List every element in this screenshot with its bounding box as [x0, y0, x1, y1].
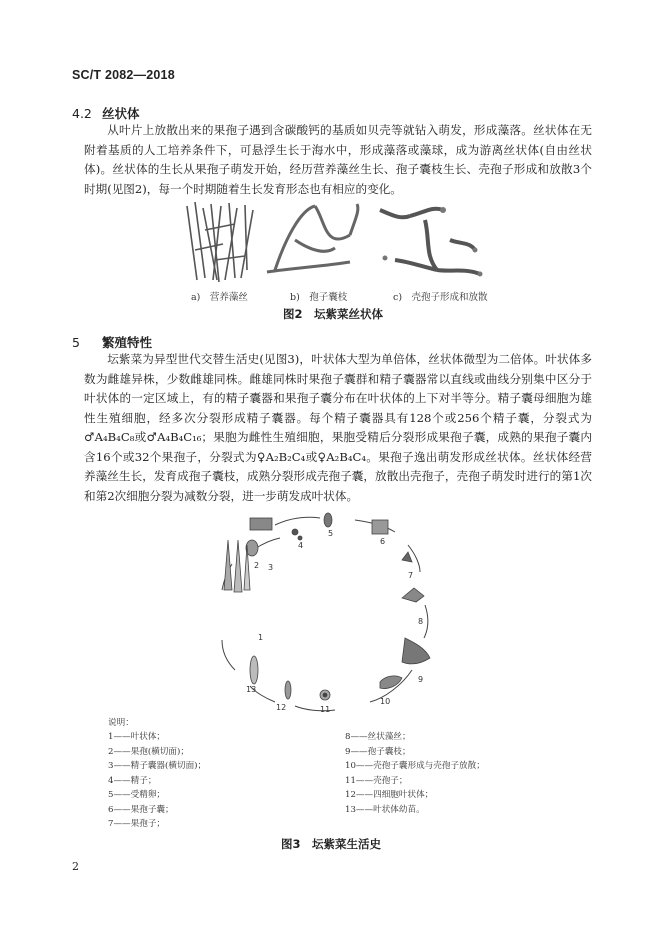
legend-item: 12——四细胞叶状体； [345, 790, 434, 800]
legend-item: 6——果孢子囊； [108, 804, 174, 815]
figure-2b-subcaption: b) 孢子囊枝 [290, 292, 348, 303]
legend-item: 2——果孢(横切面)； [108, 746, 189, 757]
figure-2c-conchospores [380, 209, 480, 274]
standard-code-header: SC/T 2082—2018 [72, 68, 175, 82]
stage-label: 11 [320, 705, 331, 714]
legend-item: 8——丝状藻丝； [345, 732, 411, 742]
figure-2b-sporangial-branches [267, 204, 358, 272]
legend-item: 1——叶状体； [108, 732, 166, 742]
figure-2a-subcaption: a) 营养藻丝 [191, 292, 248, 303]
section-title: 丝状体 [102, 106, 140, 121]
stage-label: 13 [246, 685, 257, 694]
stage-label: 4 [298, 541, 304, 550]
section-number: 4.2 [72, 106, 92, 121]
section-5-heading [72, 333, 152, 351]
legend-item: 11——壳孢子； [345, 775, 408, 786]
stage-label: 6 [380, 537, 386, 546]
legend-item: 4——精子； [108, 775, 157, 786]
figure-3-caption: 图3 坛紫菜生活史 [281, 837, 382, 851]
stage-label: 9 [418, 675, 424, 684]
section-title: 繁殖特性 [102, 335, 153, 350]
figure-3-legend-left [108, 730, 206, 832]
legend-item: 9——孢子囊枝； [345, 746, 411, 757]
legend-item: 3——精子囊器(横切面)； [108, 761, 207, 771]
figure-2a-vegetative-filaments [187, 202, 253, 282]
section-4-2-heading [72, 104, 140, 122]
section-5-paragraph: 坛紫菜为异型世代交替生活史(见图3)，叶状体大型为单倍体，丝状体微型为二倍体。叶状体多数为雌雄异株，少数雌雄同株。雌雄同株时果孢子囊群和精子囊器常以直线或曲线分别集中区分于叶状体的一定区域上，有的精子囊器和果孢子囊分布在叶状体的上下对半等分。精子囊母细胞为雄性生殖细胞，经多次分裂形成精子囊器。每个精子囊器具有128个或256个精子囊，分裂式为♂A₄B₄C₈或♂A₄B₄C₁₆；果胞为雌性生殖细胞，果胞受精后分裂形成果孢子囊，成熟的果孢子囊内含16个或32个果孢子，分裂式为♀A₂B₂C₄或♀A₂B₄C₄。果孢子逸出萌发形成丝状体。丝状体经营养藻丝生长，发育成孢子囊枝，成熟分裂形成壳孢子囊，放散出壳孢子，壳孢子萌发时进行的第1次和第2次细胞分裂为减数分裂，进一步萌发成叶状体。 [84, 352, 592, 503]
stage-label: 10 [380, 697, 391, 706]
figure-3-life-cycle-diagram [180, 510, 480, 715]
figure-3-legend-title: 说明： [108, 718, 134, 728]
page-number: 2 [72, 860, 79, 873]
legend-item: 13——叶状体幼苗。 [345, 804, 425, 815]
stage-label: 12 [276, 703, 287, 712]
stage-label: 3 [268, 563, 274, 572]
stage-label: 7 [408, 571, 414, 580]
stage-label: 8 [418, 617, 424, 626]
stage-label: 2 [254, 561, 260, 570]
life-cycle-stage-drawings [224, 513, 430, 700]
stage-label: 1 [258, 633, 264, 642]
legend-item: 7——果孢子； [108, 819, 166, 829]
section-number: 5 [72, 335, 80, 350]
legend-item: 5——受精卵； [108, 790, 166, 800]
figure-3-legend-right [345, 730, 485, 817]
figure-2-caption: 图2 坛紫菜丝状体 [283, 307, 384, 321]
legend-item: 10——壳孢子囊形成与壳孢子放散； [345, 761, 485, 771]
stage-number-labels [246, 529, 423, 714]
stage-label: 5 [328, 529, 334, 538]
figure-2c-subcaption: c) 壳孢子形成和放散 [393, 292, 488, 303]
figure-2-illustration [175, 200, 505, 285]
section-4-2-paragraph: 从叶片上放散出来的果孢子遇到含碳酸钙的基质如贝壳等就钻入萌发，形成藻落。丝状体在无附着基质的人工培养条件下，可悬浮生长于海水中，形成藻落或藻球，成为游离丝状体(自由丝状体)。丝状体的生长从果孢子萌发开始，经历营养藻丝生长、孢子囊枝生长、壳孢子形成和放散3个时期(见图2)，每一个时期随着生长发育形态也有相应的变化。 [84, 123, 592, 196]
